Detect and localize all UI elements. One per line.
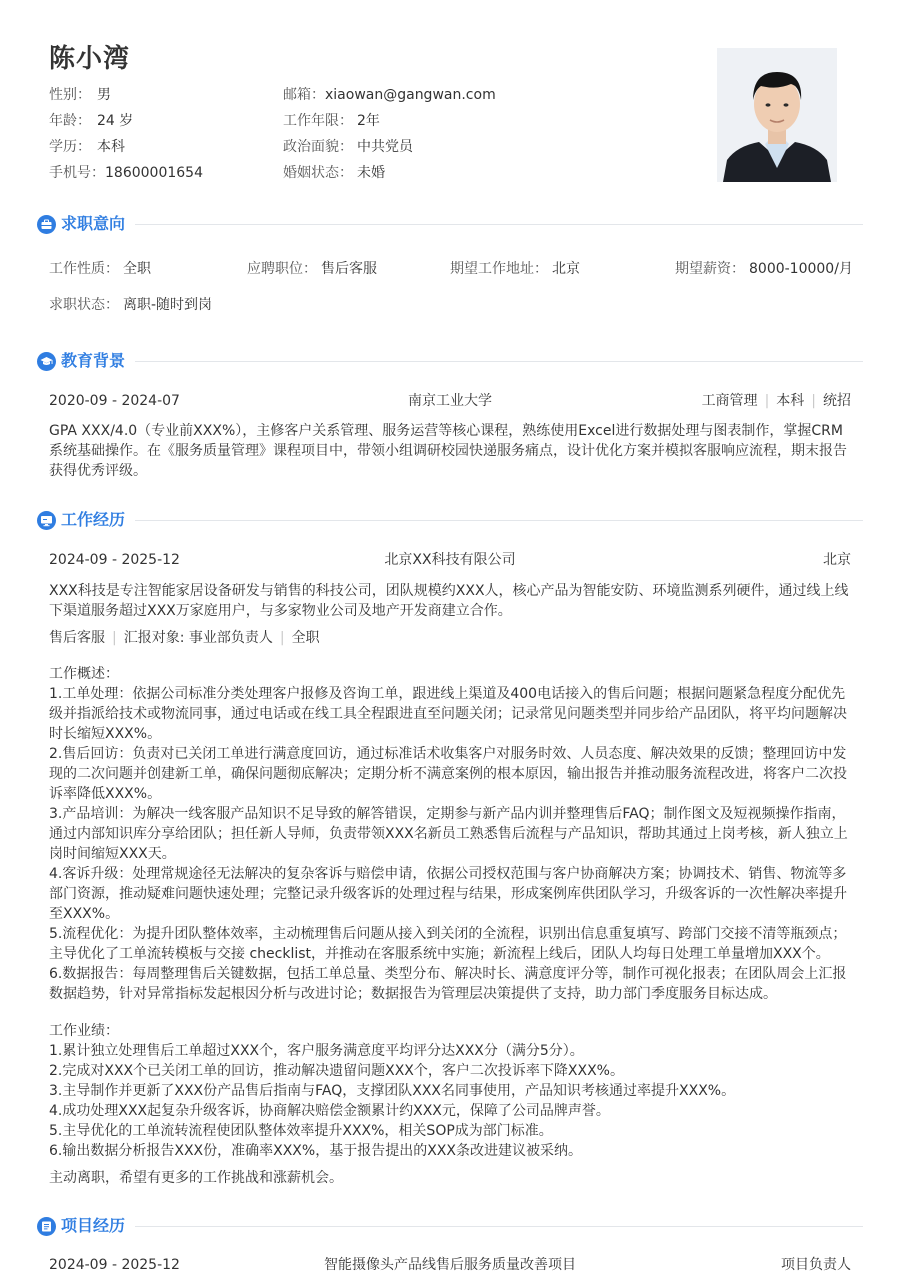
overview-line: 部门资源，推动疑难问题快速处理；完整记录升级客诉的处理过程与结果，形成案例库供团队学习，升级客诉的一次性解决率提升 — [49, 886, 847, 902]
location-label: 期望工作地址： — [450, 261, 548, 277]
phone-label: 手机号： — [49, 165, 105, 181]
profile-photo — [717, 48, 837, 182]
overview-label: 工作概述： — [49, 666, 119, 682]
overview-line: 3.产品培训：为解决一线客服产品知识不足导致的解答错误，定期参与新产品内训并整理售后FAQ；制作图文及短视频操作指南， — [49, 806, 846, 822]
section-header-intent — [37, 212, 863, 236]
work-overview — [49, 664, 855, 1004]
section-divider — [135, 1226, 863, 1227]
company-name: 北京XX科技有限公司 — [384, 552, 516, 568]
company-description — [49, 581, 855, 621]
email-row — [283, 85, 496, 105]
achievement-line: 5.主导优化的工单流转流程使团队整体效率提升XXX%，相关SOP成为部门标准。 — [49, 1123, 553, 1139]
education-level-label: 学历： — [49, 139, 91, 155]
education-description — [49, 421, 855, 481]
project-period: 2024-09 - 2025-12 — [49, 1257, 180, 1273]
project-role: 项目负责人 — [781, 1257, 851, 1273]
overview-line: 岗时间缩短XXX天。 — [49, 846, 176, 862]
achievement-line: 4.成功处理XXX起复杂升级客诉，协商解决赔偿金额累计约XXX元，保障了公司品牌声誉。 — [49, 1103, 610, 1119]
job-type-value: 全职 — [123, 261, 151, 277]
paragraph-line: 系统基础操作。在《服务质量管理》课程项目中，带领小组调研校园快递服务痛点，设计优化方案并模拟客服响应流程，期末报告 — [49, 443, 847, 459]
overview-line: 时长缩短XXX%。 — [49, 726, 162, 742]
achievement-line: 2.完成对XXX个已关闭工单的回访，推动解决遗留问题XXX个，客户二次投诉率下降XXX%。 — [49, 1063, 624, 1079]
section-title: 教育背景 — [61, 351, 126, 370]
salary-field — [675, 259, 853, 279]
degree: 本科 — [776, 393, 805, 409]
job-status-value: 离职-随时到岗 — [123, 297, 213, 313]
gender-label: 性别： — [49, 87, 91, 103]
employment-type: 全职 — [291, 630, 320, 646]
phone-row — [49, 163, 203, 183]
study-mode: 统招 — [823, 393, 851, 409]
education-period: 2020-09 - 2024-07 — [49, 393, 180, 409]
work-years-label: 工作年限： — [283, 113, 353, 129]
marital-row — [283, 163, 385, 183]
overview-line: 通过内部知识库分享给团队；担任新人导师，负责带领XXX名新员工熟悉售后流程与产品知识，帮助其通过上岗考核，新人独立上 — [49, 826, 848, 842]
paragraph-line: 下渠道服务超过XXX万家庭用户，与多家物业公司及地产开发商建立合作。 — [49, 603, 512, 619]
political-row — [283, 137, 413, 157]
major: 工商管理 — [701, 393, 758, 409]
overview-line: 级并指派给技术或物流同事，通过电话或在线工具全程跟进直至问题关闭；记录常见问题类型并同步给产品团队，将平均问题解决 — [49, 706, 847, 722]
section-divider — [135, 224, 863, 225]
separator: | — [811, 393, 816, 409]
age-label: 年龄： — [49, 113, 91, 129]
political-label: 政治面貌： — [283, 139, 353, 155]
position-field — [247, 259, 377, 279]
overview-line: 2.售后回访：负责对已关闭工单进行满意度回访，通过标准话术收集客户对服务时效、人员态度、解决效果的反馈；整理回访中发 — [49, 746, 847, 762]
achievement-line: 6.输出数据分析报告XXX份，准确率XXX%，基于报告提出的XXX条改进建议被采纳。 — [49, 1143, 582, 1159]
section-header-work — [37, 508, 863, 532]
work-city: 北京 — [823, 552, 851, 568]
job-type-label: 工作性质： — [49, 261, 119, 277]
overview-line: 现的二次问题并创建新工单，确保问题彻底解决；定期分析不满意案例的根本原因，输出报告并推动服务流程改进，将客户二次投 — [49, 766, 847, 782]
project-list-icon — [37, 1217, 56, 1236]
salary-value: 8000-10000/月 — [749, 261, 853, 277]
person-portrait-icon — [717, 48, 837, 182]
job-status-label: 求职状态： — [49, 297, 119, 313]
monitor-icon — [37, 511, 56, 530]
section-title: 求职意向 — [61, 214, 126, 233]
work-role-tags — [49, 628, 320, 648]
email-value[interactable]: xiaowan@gangwan.com — [325, 87, 496, 103]
work-achievements — [49, 1021, 855, 1161]
education-row — [49, 137, 125, 157]
briefcase-icon — [37, 215, 56, 234]
overview-line: 主导优化了工单流转模板与交接 checklist，并推动在客服系统中实施；新流程上线后，团队人均每日处理工单量增加XXX个。 — [49, 946, 830, 962]
location-value: 北京 — [552, 261, 580, 277]
job-type-field — [49, 259, 151, 279]
work-period: 2024-09 - 2025-12 — [49, 552, 180, 568]
separator: | — [764, 393, 770, 409]
role: 售后客服 — [49, 630, 105, 646]
section-title: 项目经历 — [61, 1216, 126, 1235]
overview-line: 6.数据报告：每周整理售后关键数据，包括工单总量、类型分布、解决时长、满意度评分等，制作可视化报表；在团队周会上汇报 — [49, 966, 847, 982]
marital-label: 婚姻状态： — [283, 165, 353, 181]
age-row — [49, 111, 133, 131]
education-level-value: 本科 — [97, 139, 125, 155]
section-header-project — [37, 1214, 863, 1238]
section-header-education — [37, 349, 863, 373]
age-value: 24 岁 — [97, 113, 134, 129]
section-title: 工作经历 — [61, 510, 126, 529]
work-years-value: 2年 — [357, 113, 380, 129]
achievement-line: 3.主导制作并更新了XXX份产品售后指南与FAQ，支撑团队XXX名同事使用，产品知识考核通过率提升XXX%。 — [49, 1083, 736, 1099]
overview-line: 诉率降低XXX%。 — [49, 786, 162, 802]
gender-row — [49, 85, 111, 105]
paragraph-line: 获得优秀评级。 — [49, 463, 147, 479]
report-to: 汇报对象: 事业部负责人 — [123, 630, 273, 646]
email-label: 邮箱： — [283, 87, 325, 103]
location-field — [450, 259, 580, 279]
gender-value: 男 — [97, 87, 111, 103]
political-value: 中共党员 — [357, 139, 413, 155]
phone-value[interactable]: 18600001654 — [105, 165, 203, 181]
section-divider — [135, 361, 863, 362]
paragraph-line: GPA XXX/4.0（专业前XXX%），主修客户关系管理、服务运营等核心课程，熟练使用Excel进行数据处理与图表制作，掌握CRM — [49, 423, 843, 439]
candidate-name: 陈小湾 — [49, 44, 131, 74]
position-label: 应聘职位： — [247, 261, 317, 277]
section-divider — [135, 520, 863, 521]
leave-reason: 主动离职，希望有更多的工作挑战和涨薪机会。 — [49, 1170, 343, 1186]
separator: | — [279, 630, 285, 646]
position-value: 售后客服 — [321, 261, 377, 277]
overview-line: 至XXX%。 — [49, 906, 120, 922]
achievement-line: 1.累计独立处理售后工单超过XXX个，客户服务满意度平均评分达XXX分（满分5分）。 — [49, 1043, 584, 1059]
overview-line: 4.客诉升级：处理常规途径无法解决的复杂客诉与赔偿申请，依据公司授权范围与客户协商解决方案；协调技术、销售、物流等多 — [49, 866, 847, 882]
job-status-field — [49, 295, 212, 315]
salary-label: 期望薪资： — [675, 261, 745, 277]
overview-line: 1.工单处理：依据公司标准分类处理客户报修及咨询工单，跟进线上渠道及400电话接入的售后问题；根据问题紧急程度分配优先 — [49, 686, 846, 702]
education-tags — [702, 391, 851, 411]
paragraph-line: XXX科技是专注智能家居设备研发与销售的科技公司，团队规模约XXX人，核心产品为智能安防、环境监测系列硬件，通过线上线 — [49, 583, 849, 599]
achievements-label: 工作业绩： — [49, 1023, 119, 1039]
graduation-cap-icon — [37, 352, 56, 371]
overview-line: 数据趋势，针对异常指标发起根因分析与改进讨论；数据报告为管理层决策提供了支持，助力部门季度服务目标达成。 — [49, 986, 777, 1002]
separator: | — [112, 630, 117, 646]
work-years-row — [283, 111, 380, 131]
marital-value: 未婚 — [357, 165, 385, 181]
school-name: 南京工业大学 — [408, 393, 492, 409]
project-name: 智能摄像头产品线售后服务质量改善项目 — [324, 1257, 576, 1273]
overview-line: 5.流程优化：为提升团队整体效率，主动梳理售后问题从接入到关闭的全流程，识别出信息重复填写、跨部门交接不清等瓶颈点； — [49, 926, 847, 942]
